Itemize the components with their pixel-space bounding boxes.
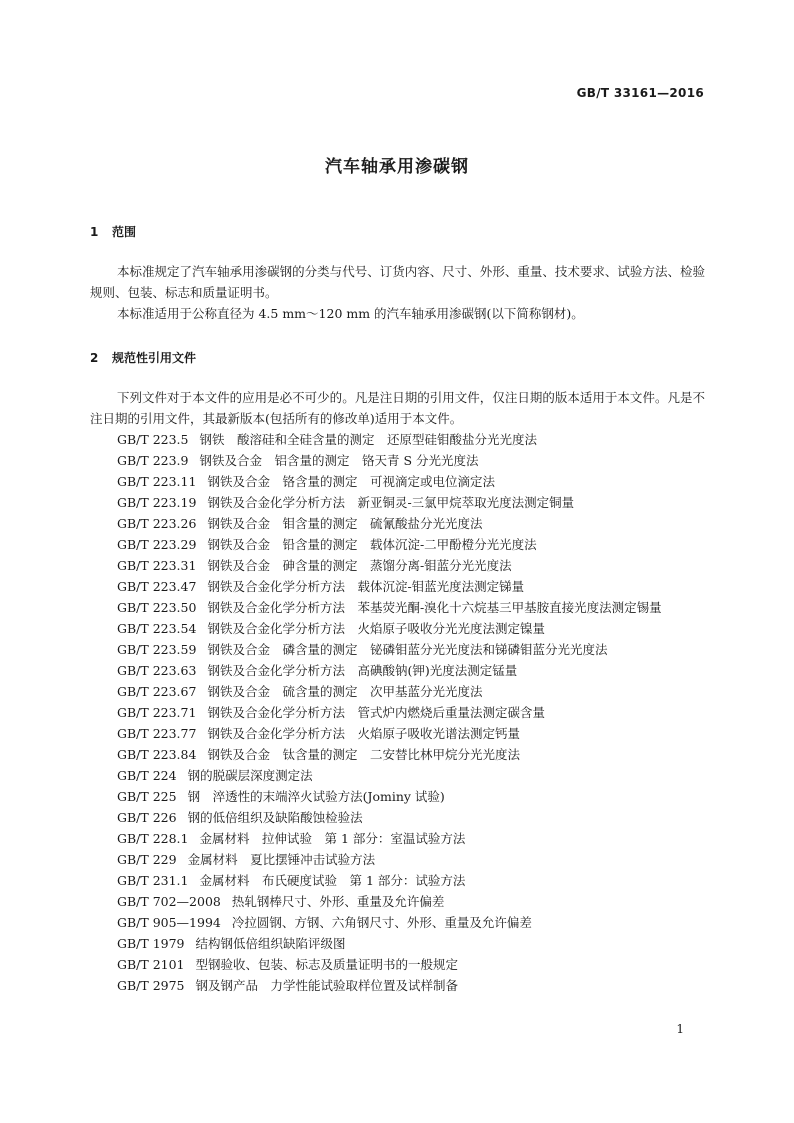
reference-code: GB/T 229 bbox=[117, 852, 177, 867]
reference-code: GB/T 223.5 bbox=[117, 432, 189, 447]
reference-code: GB/T 905—1994 bbox=[117, 915, 221, 930]
scope-paragraph-2: 本标准适用于公称直径为 4.5 mm～120 mm 的汽车轴承用渗碳钢(以下简称钢材)。 bbox=[117, 306, 584, 321]
reference-code: GB/T 223.29 bbox=[117, 537, 197, 552]
reference-title: 钢的低倍组织及缺陷酸蚀检验法 bbox=[187, 810, 363, 825]
normative-references-list bbox=[90, 429, 705, 996]
reference-item bbox=[90, 492, 705, 513]
reference-item bbox=[90, 450, 705, 471]
reference-item bbox=[90, 744, 705, 765]
reference-code: GB/T 223.84 bbox=[117, 747, 197, 762]
reference-item bbox=[90, 597, 705, 618]
reference-code: GB/T 223.19 bbox=[117, 495, 197, 510]
reference-title: 钢铁及合金 砷含量的测定 蒸馏分离-钼蓝分光光度法 bbox=[207, 558, 512, 573]
reference-title: 钢铁及合金 钼含量的测定 硫氰酸盐分光光度法 bbox=[207, 516, 483, 531]
reference-item bbox=[90, 471, 705, 492]
reference-item bbox=[90, 786, 705, 807]
reference-title: 钢铁及合金 铅含量的测定 载体沉淀-二甲酚橙分光光度法 bbox=[207, 537, 537, 552]
reference-title: 钢 淬透性的末端淬火试验方法(Jominy 试验) bbox=[187, 789, 445, 804]
reference-code: GB/T 224 bbox=[117, 768, 177, 783]
section-number: 2 bbox=[90, 351, 99, 365]
reference-item bbox=[90, 429, 705, 450]
reference-code: GB/T 223.50 bbox=[117, 600, 197, 615]
reference-item bbox=[90, 975, 705, 996]
section-2-heading bbox=[90, 349, 196, 366]
reference-title: 钢铁及合金 硫含量的测定 次甲基蓝分光光度法 bbox=[207, 684, 483, 699]
reference-item bbox=[90, 765, 705, 786]
standard-code: GB/T 33161—2016 bbox=[576, 86, 704, 100]
reference-item bbox=[90, 891, 705, 912]
reference-code: GB/T 228.1 bbox=[117, 831, 189, 846]
reference-code: GB/T 223.9 bbox=[117, 453, 189, 468]
reference-code: GB/T 223.54 bbox=[117, 621, 197, 636]
reference-title: 型钢验收、包装、标志及质量证明书的一般规定 bbox=[195, 957, 459, 972]
reference-code: GB/T 223.26 bbox=[117, 516, 197, 531]
reference-code: GB/T 223.47 bbox=[117, 579, 197, 594]
reference-item bbox=[90, 723, 705, 744]
reference-item bbox=[90, 954, 705, 975]
reference-code: GB/T 2975 bbox=[117, 978, 185, 993]
reference-code: GB/T 223.77 bbox=[117, 726, 197, 741]
reference-title: 钢铁及合金化学分析方法 火焰原子吸收分光光度法测定镍量 bbox=[207, 621, 545, 636]
reference-title: 钢铁及合金化学分析方法 苯基荧光酮-溴化十六烷基三甲基胺直接光度法测定锡量 bbox=[207, 600, 662, 615]
reference-item bbox=[90, 933, 705, 954]
document-title: 汽车轴承用渗碳钢 bbox=[325, 157, 469, 177]
reference-item bbox=[90, 702, 705, 723]
reference-item bbox=[90, 660, 705, 681]
reference-title: 钢铁及合金化学分析方法 火焰原子吸收光谱法测定钙量 bbox=[207, 726, 520, 741]
reference-item bbox=[90, 849, 705, 870]
reference-title: 钢铁及合金化学分析方法 载体沉淀-钼蓝光度法测定锑量 bbox=[207, 579, 525, 594]
reference-code: GB/T 702—2008 bbox=[117, 894, 221, 909]
reference-title: 金属材料 夏比摆锤冲击试验方法 bbox=[187, 852, 376, 867]
reference-title: 冷拉圆钢、方钢、六角钢尺寸、外形、重量及允许偏差 bbox=[231, 915, 532, 930]
reference-item bbox=[90, 870, 705, 891]
reference-item bbox=[90, 639, 705, 660]
reference-item bbox=[90, 513, 705, 534]
reference-code: GB/T 2101 bbox=[117, 957, 185, 972]
reference-title: 钢铁及合金 铬含量的测定 可视滴定或电位滴定法 bbox=[207, 474, 495, 489]
reference-code: GB/T 231.1 bbox=[117, 873, 189, 888]
reference-item bbox=[90, 555, 705, 576]
reference-code: GB/T 225 bbox=[117, 789, 177, 804]
reference-code: GB/T 1979 bbox=[117, 936, 185, 951]
section-title: 规范性引用文件 bbox=[112, 351, 197, 365]
reference-item bbox=[90, 828, 705, 849]
reference-code: GB/T 223.67 bbox=[117, 684, 197, 699]
reference-item bbox=[90, 534, 705, 555]
reference-title: 热轧钢棒尺寸、外形、重量及允许偏差 bbox=[231, 894, 445, 909]
reference-title: 钢的脱碳层深度测定法 bbox=[187, 768, 313, 783]
reference-title: 金属材料 布氏硬度试验 第 1 部分：试验方法 bbox=[199, 873, 466, 888]
reference-code: GB/T 223.59 bbox=[117, 642, 197, 657]
reference-item bbox=[90, 912, 705, 933]
reference-title: 钢铁及合金化学分析方法 新亚铜灵-三氯甲烷萃取光度法测定铜量 bbox=[207, 495, 575, 510]
reference-title: 金属材料 拉伸试验 第 1 部分：室温试验方法 bbox=[199, 831, 466, 846]
reference-item bbox=[90, 618, 705, 639]
reference-item bbox=[90, 807, 705, 828]
section-number: 1 bbox=[90, 225, 99, 239]
reference-title: 钢铁 酸溶硅和全硅含量的测定 还原型硅钼酸盐分光光度法 bbox=[199, 432, 537, 447]
reference-title: 钢铁及合金化学分析方法 管式炉内燃烧后重量法测定碳含量 bbox=[207, 705, 545, 720]
reference-title: 钢铁及合金 铝含量的测定 铬天青 S 分光光度法 bbox=[199, 453, 479, 468]
scope-paragraph-1: 本标准规定了汽车轴承用渗碳钢的分类与代号、订货内容、尺寸、外形、重量、技术要求、试验方法、检验规则、包装、标志和质量证明书。 bbox=[90, 264, 705, 300]
reference-title: 钢铁及合金 钛含量的测定 二安替比林甲烷分光光度法 bbox=[207, 747, 520, 762]
section-1-heading bbox=[90, 223, 136, 240]
reference-title: 结构钢低倍组织缺陷评级图 bbox=[195, 936, 346, 951]
reference-code: GB/T 223.31 bbox=[117, 558, 197, 573]
section-title: 范围 bbox=[112, 225, 137, 239]
reference-item bbox=[90, 681, 705, 702]
references-intro-paragraph: 下列文件对于本文件的应用是必不可少的。凡是注日期的引用文件，仅注日期的版本适用于本文件。凡是不注日期的引用文件，其最新版本(包括所有的修改单)适用于本文件。 bbox=[90, 390, 705, 426]
reference-code: GB/T 223.71 bbox=[117, 705, 197, 720]
reference-code: GB/T 226 bbox=[117, 810, 177, 825]
reference-item bbox=[90, 576, 705, 597]
reference-title: 钢铁及合金 磷含量的测定 铋磷钼蓝分光光度法和锑磷钼蓝分光光度法 bbox=[207, 642, 608, 657]
page-number: 1 bbox=[676, 1022, 684, 1036]
reference-code: GB/T 223.63 bbox=[117, 663, 197, 678]
reference-code: GB/T 223.11 bbox=[117, 474, 197, 489]
reference-title: 钢及钢产品 力学性能试验取样位置及试样制备 bbox=[195, 978, 459, 993]
reference-title: 钢铁及合金化学分析方法 高碘酸钠(钾)光度法测定锰量 bbox=[207, 663, 518, 678]
